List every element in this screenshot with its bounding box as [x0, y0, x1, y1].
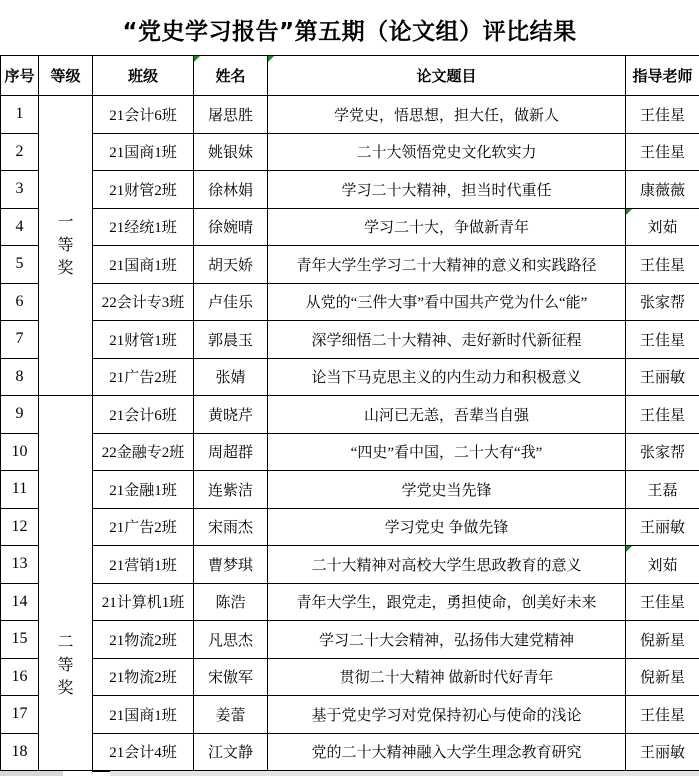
cell-no[interactable]: 9 [1, 396, 39, 434]
cell-essay-title[interactable]: 二十大精神对高校大学生思政教育的意义 [268, 546, 626, 584]
cell-name[interactable]: 屠思胜 [194, 96, 268, 134]
col-header-grade[interactable]: 等级 [39, 56, 93, 96]
cell-name[interactable]: 姚银妹 [194, 133, 268, 171]
table-row [1, 621, 699, 659]
cell-no[interactable]: 16 [1, 658, 39, 696]
table-row [1, 208, 699, 246]
cell-grade[interactable]: 二 等 奖 [39, 396, 93, 771]
cell-no[interactable]: 18 [1, 733, 39, 771]
table-row [1, 133, 699, 171]
cell-teacher[interactable]: 王丽敏 [626, 508, 699, 546]
header-row [1, 56, 699, 96]
cell-class[interactable]: 21经统1班 [93, 208, 194, 246]
table-row [1, 696, 699, 734]
cell-class[interactable]: 21广告2班 [93, 508, 194, 546]
cell-teacher[interactable]: 王磊 [626, 471, 699, 509]
table-row [1, 396, 699, 434]
cell-class[interactable]: 21金融1班 [93, 471, 194, 509]
cell-no[interactable]: 13 [1, 546, 39, 584]
cell-name[interactable]: 胡天娇 [194, 246, 268, 284]
cell-teacher[interactable]: 张家帮 [626, 283, 699, 321]
cell-no[interactable]: 10 [1, 433, 39, 471]
table-row [1, 96, 699, 134]
cell-essay-title[interactable]: 贯彻二十大精神 做新时代好青年 [268, 658, 626, 696]
cell-name[interactable]: 凡思杰 [194, 621, 268, 659]
cell-grade[interactable]: 一 等 奖 [39, 96, 93, 396]
cell-name[interactable]: 江文静 [194, 733, 268, 771]
cell-no[interactable]: 8 [1, 358, 39, 396]
cell-name[interactable]: 黄晓芹 [194, 396, 268, 434]
cell-name[interactable]: 周超群 [194, 433, 268, 471]
cell-no[interactable]: 5 [1, 246, 39, 284]
error-indicator-icon [194, 56, 200, 62]
cell-teacher[interactable]: 刘茹 [626, 546, 699, 584]
cell-teacher[interactable]: 王佳星 [626, 583, 699, 621]
cell-class[interactable]: 21国商1班 [93, 696, 194, 734]
cell-teacher[interactable]: 康薇薇 [626, 171, 699, 209]
cell-no[interactable]: 1 [1, 96, 39, 134]
cell-no[interactable]: 6 [1, 283, 39, 321]
cell-teacher[interactable]: 王佳星 [626, 396, 699, 434]
cell-essay-title[interactable]: 学习二十大会精神，弘扬伟大建党精神 [268, 621, 626, 659]
page-title: “党史学习报告”第五期（论文组）评比结果 [122, 18, 577, 45]
cell-name[interactable]: 郭晨玉 [194, 321, 268, 359]
cell-name[interactable]: 张婧 [194, 358, 268, 396]
cell-no[interactable]: 11 [1, 471, 39, 509]
cell-class[interactable]: 21广告2班 [93, 358, 194, 396]
cell-class[interactable]: 22金融专2班 [93, 433, 194, 471]
cell-name[interactable]: 宋雨杰 [194, 508, 268, 546]
cell-name[interactable]: 姜蕾 [194, 696, 268, 734]
table-row [1, 246, 699, 284]
cell-essay-title[interactable]: 山河已无恙，吾辈当自强 [268, 396, 626, 434]
error-indicator-icon [268, 56, 274, 62]
cell-essay-title[interactable]: 学习党史 争做先锋 [268, 508, 626, 546]
cell-class[interactable]: 21营销1班 [93, 546, 194, 584]
bottom-gray-strip-left [0, 771, 63, 776]
table-body [1, 96, 699, 771]
cell-name[interactable]: 连紫洁 [194, 471, 268, 509]
cell-class[interactable]: 21会计4班 [93, 733, 194, 771]
cell-teacher[interactable]: 王丽敏 [626, 733, 699, 771]
cell-essay-title[interactable]: 学习二十大，争做新青年 [268, 208, 626, 246]
error-indicator-icon [626, 209, 632, 215]
cell-teacher[interactable]: 倪新星 [626, 621, 699, 659]
col-header-name[interactable]: 姓名 [194, 56, 268, 96]
col-header-class[interactable]: 班级 [93, 56, 194, 96]
cell-class[interactable]: 21财管2班 [93, 171, 194, 209]
cell-essay-title[interactable]: 学党史，悟思想，担大任，做新人 [268, 96, 626, 134]
cell-no[interactable]: 14 [1, 583, 39, 621]
error-indicator-icon [626, 546, 632, 552]
cell-teacher[interactable]: 王佳星 [626, 321, 699, 359]
col-header-title[interactable]: 论文题目 [268, 56, 626, 96]
cell-no[interactable]: 7 [1, 321, 39, 359]
cell-teacher[interactable]: 刘茹 [626, 208, 699, 246]
cell-teacher[interactable]: 倪新星 [626, 658, 699, 696]
cell-name[interactable]: 徐林娟 [194, 171, 268, 209]
bottom-gray-strip-right [110, 771, 699, 776]
cell-teacher[interactable]: 王佳星 [626, 133, 699, 171]
cell-class[interactable]: 22会计专3班 [93, 283, 194, 321]
table-row [1, 471, 699, 509]
cell-essay-title[interactable]: 青年大学生学习二十大精神的意义和实践路径 [268, 246, 626, 284]
table-row [1, 658, 699, 696]
cell-essay-title[interactable]: 深学细悟二十大精神、走好新时代新征程 [268, 321, 626, 359]
cell-no[interactable]: 4 [1, 208, 39, 246]
cell-class[interactable]: 21财管1班 [93, 321, 194, 359]
cell-class[interactable]: 21会计6班 [93, 96, 194, 134]
cell-essay-title[interactable]: 二十大领悟党史文化软实力 [268, 133, 626, 171]
table-row [1, 321, 699, 359]
cell-no[interactable]: 15 [1, 621, 39, 659]
cell-essay-title[interactable]: 从党的“三件大事”看中国共产党为什么“能” [268, 283, 626, 321]
cell-teacher[interactable]: 张家帮 [626, 433, 699, 471]
cell-teacher[interactable]: 王丽敏 [626, 358, 699, 396]
cell-no[interactable]: 2 [1, 133, 39, 171]
cell-essay-title[interactable]: 青年大学生，跟党走，勇担使命，创美好未来 [268, 583, 626, 621]
cell-essay-title[interactable]: 基于党史学习对党保持初心与使命的浅论 [268, 696, 626, 734]
table-row [1, 733, 699, 771]
cell-class[interactable]: 21国商1班 [93, 133, 194, 171]
cell-name[interactable]: 卢佳乐 [194, 283, 268, 321]
cell-teacher[interactable]: 王佳星 [626, 96, 699, 134]
results-table [0, 55, 699, 772]
cell-essay-title[interactable]: 党的二十大精神融入大学生理念教育研究 [268, 733, 626, 771]
cell-name[interactable]: 曹梦琪 [194, 546, 268, 584]
table-row [1, 433, 699, 471]
table-row [1, 583, 699, 621]
cell-no[interactable]: 17 [1, 696, 39, 734]
cell-essay-title[interactable]: 学习二十大精神，担当时代重任 [268, 171, 626, 209]
table-row [1, 358, 699, 396]
cell-name[interactable]: 徐婉晴 [194, 208, 268, 246]
cell-name[interactable]: 宋傲军 [194, 658, 268, 696]
col-header-no[interactable]: 序号 [1, 56, 39, 96]
table-row [1, 283, 699, 321]
table-row [1, 546, 699, 584]
cell-class[interactable]: 21国商1班 [93, 246, 194, 284]
table-row [1, 508, 699, 546]
cell-class[interactable]: 21物流2班 [93, 621, 194, 659]
cell-class[interactable]: 21会计6班 [93, 396, 194, 434]
table-row [1, 171, 699, 209]
cell-teacher[interactable]: 王佳星 [626, 696, 699, 734]
cell-essay-title[interactable]: “四史”看中国，二十大有“我” [268, 433, 626, 471]
cell-no[interactable]: 12 [1, 508, 39, 546]
cell-class[interactable]: 21物流2班 [93, 658, 194, 696]
cell-essay-title[interactable]: 论当下马克思主义的内生动力和积极意义 [268, 358, 626, 396]
cell-name[interactable]: 陈浩 [194, 583, 268, 621]
cell-teacher[interactable]: 王佳星 [626, 246, 699, 284]
cell-class[interactable]: 21计算机1班 [93, 583, 194, 621]
cell-essay-title[interactable]: 学党史当先锋 [268, 471, 626, 509]
col-header-teacher[interactable]: 指导老师 [626, 56, 699, 96]
cell-no[interactable]: 3 [1, 171, 39, 209]
